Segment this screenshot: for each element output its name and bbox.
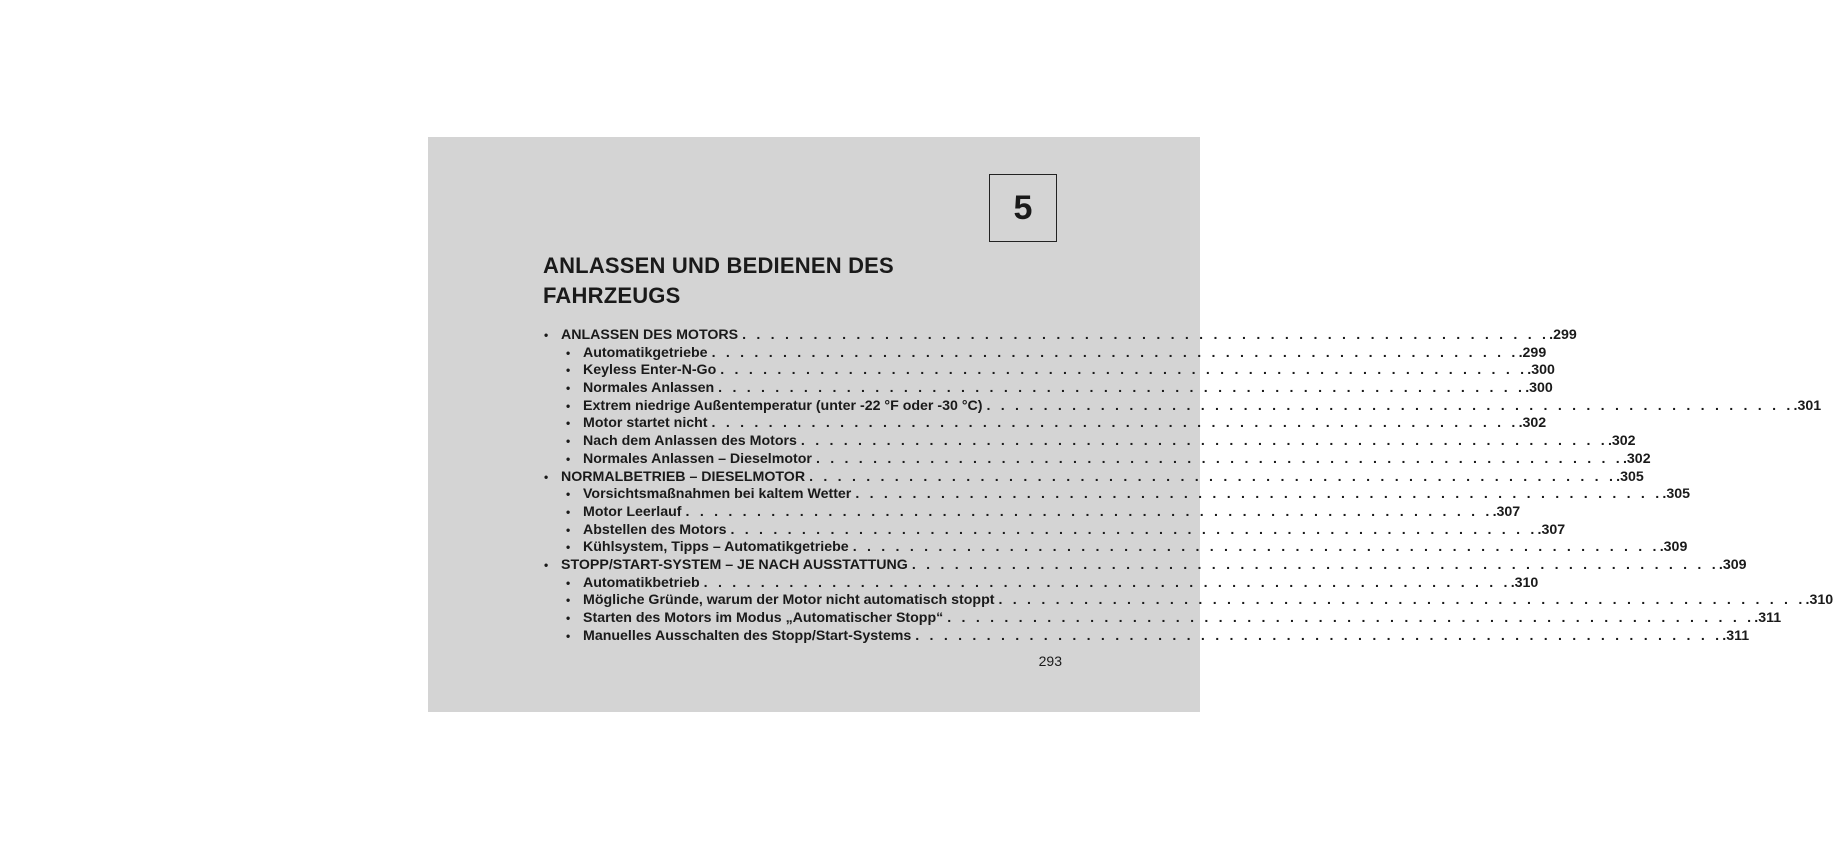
toc-entry-page: .302: [1607, 433, 1636, 450]
dot-leader: . . . . . . . . . . . . . . . . . . . . . . . . . . . . . . . . . . . . . . . . . . . . . . . . . . . . . . . . .: [800, 433, 1608, 450]
toc-entry-label: Keyless Enter-N-Go: [583, 362, 717, 379]
toc-entry: [544, 574, 1539, 593]
dot-leader: . . . . . . . . . . . . . . . . . . . . . . . . . . . . . . . . . . . . . . . . . . . . . . . . . . . . . . . . .: [947, 610, 1755, 626]
toc-entry-page: .311: [1722, 627, 1750, 644]
toc-entry: [544, 415, 1547, 433]
bullet-icon: •: [566, 398, 571, 413]
bullet-icon: •: [544, 557, 549, 572]
toc-entry-label: Automatikbetrieb: [583, 574, 700, 591]
toc-entry: [544, 486, 1690, 504]
toc-entry-page: .301: [1793, 397, 1822, 414]
toc-entry-label: Normales Anlassen – Dieselmotor: [583, 450, 812, 467]
toc-entry-label: ANLASSEN DES MOTORS: [561, 327, 739, 343]
toc-entry: [544, 433, 1636, 451]
bullet-icon: •: [566, 593, 571, 608]
bullet-icon: •: [566, 540, 571, 555]
toc-entry-page: .300: [1527, 362, 1555, 379]
toc-entry-label: Extrem niedrige Außentemperatur (unter -22 °F oder -30 °C): [583, 397, 983, 414]
bullet-icon: •: [566, 434, 571, 449]
toc-entry: [544, 327, 1577, 345]
dot-leader: . . . . . . . . . . . . . . . . . . . . . . . . . . . . . . . . . . . . . . . . . . . . . . . . . . . . . . . . .: [718, 380, 1526, 397]
toc-entry: [544, 450, 1651, 469]
dot-leader: . . . . . . . . . . . . . . . . . . . . . . . . . . . . . . . . . . . . . . . . . . . . . . . . . . . . . . . . .: [998, 592, 1806, 609]
dot-leader: . . . . . . . . . . . . . . . . . . . . . . . . . . . . . . . . . . . . . . . . . . . . . . . . . . . . . . . . .: [815, 450, 1623, 467]
toc-entry: [544, 468, 1644, 487]
toc-entry-page: .307: [1492, 503, 1521, 520]
bullet-icon: •: [566, 451, 571, 466]
toc-entry-page: .309: [1718, 556, 1747, 573]
dot-leader: . . . . . . . . . . . . . . . . . . . . . . . . . . . . . . . . . . . . . . . . . . . . . . . . . . . . . . . . .: [986, 397, 1794, 414]
toc-entry: [544, 556, 1747, 575]
toc-entry-page: .302: [1622, 450, 1651, 467]
toc-entry-label: Vorsichtsmaßnahmen bei kaltem Wetter: [583, 486, 852, 503]
toc-entry-label: NORMALBETRIEB – DIESELMOTOR: [561, 468, 806, 485]
toc-entry-page: .307: [1537, 521, 1566, 538]
dot-leader: . . . . . . . . . . . . . . . . . . . . . . . . . . . . . . . . . . . . . . . . . . . . . . . . . . . . . . . . .: [852, 539, 1660, 556]
toc-entry-label: Starten des Motors im Modus „Automatischer Stopp“: [583, 610, 944, 626]
toc-entry: [544, 539, 1688, 557]
toc-entry-page: .299: [1518, 344, 1547, 361]
toc-entry-label: Manuelles Ausschalten des Stopp/Start-Systems: [583, 627, 912, 644]
bullet-icon: •: [566, 381, 571, 396]
chapter-title: [543, 251, 963, 311]
toc-entry: [544, 362, 1555, 380]
bullet-icon: •: [566, 487, 571, 502]
bullet-icon: •: [566, 575, 571, 590]
dot-leader: . . . . . . . . . . . . . . . . . . . . . . . . . . . . . . . . . . . . . . . . . . . . . . . . . . . . . . . . .: [711, 415, 1519, 432]
toc-entry-label: Normales Anlassen: [583, 380, 715, 397]
toc-entry: [544, 592, 1833, 610]
dot-leader: . . . . . . . . . . . . . . . . . . . . . . . . . . . . . . . . . . . . . . . . . . . . . . . . . . . . . . . . .: [711, 344, 1519, 361]
toc-entry-label: Automatikgetriebe: [583, 344, 708, 361]
chapter-number-box: 5: [989, 174, 1057, 242]
dot-leader: . . . . . . . . . . . . . . . . . . . . . . . . . . . . . . . . . . . . . . . . . . . . . . . . . . . . . . . . .: [855, 486, 1663, 503]
toc-entry-page: .309: [1659, 539, 1688, 556]
toc-entry-label: Motor Leerlauf: [583, 503, 682, 520]
dot-leader: . . . . . . . . . . . . . . . . . . . . . . . . . . . . . . . . . . . . . . . . . . . . . . . . . . . . . . . . .: [742, 327, 1550, 343]
bullet-icon: •: [566, 363, 571, 378]
dot-leader: . . . . . . . . . . . . . . . . . . . . . . . . . . . . . . . . . . . . . . . . . . . . . . . . . . . . . . . . .: [809, 468, 1617, 485]
toc-entry: [544, 380, 1553, 398]
chapter-title-line-1: ANLASSEN UND BEDIENEN DES: [543, 253, 894, 278]
toc-entry: [544, 344, 1547, 363]
bullet-icon: •: [544, 469, 549, 484]
bullet-icon: •: [566, 416, 571, 431]
bullet-icon: •: [566, 504, 571, 519]
page-number: 293: [1038, 653, 1062, 669]
toc-entry: [544, 397, 1822, 416]
toc-entry-label: Abstellen des Motors: [583, 521, 727, 538]
toc-entry-page: .310: [1510, 574, 1539, 591]
dot-leader: . . . . . . . . . . . . . . . . . . . . . . . . . . . . . . . . . . . . . . . . . . . . . . . . . . . . . . . . .: [730, 521, 1538, 538]
toc-entry-label: Mögliche Gründe, warum der Motor nicht automatisch stoppt: [583, 592, 995, 609]
bullet-icon: •: [566, 345, 571, 360]
table-of-contents: [544, 327, 1833, 645]
toc-entry: [544, 610, 1782, 628]
bullet-icon: •: [566, 611, 571, 625]
toc-entry-page: .302: [1518, 415, 1547, 432]
toc-entry-label: STOPP/START-SYSTEM – JE NACH AUSSTATTUNG: [561, 556, 908, 573]
dot-leader: . . . . . . . . . . . . . . . . . . . . . . . . . . . . . . . . . . . . . . . . . . . . . . . . . . . . . . . . .: [915, 627, 1723, 644]
toc-entry-label: Motor startet nicht: [583, 415, 708, 432]
toc-entry: [544, 503, 1521, 522]
toc-entry-label: Nach dem Anlassen des Motors: [583, 433, 797, 450]
bullet-icon: •: [566, 628, 571, 643]
toc-entry-page: .310: [1805, 592, 1833, 609]
toc-entry-page: .305: [1662, 486, 1690, 503]
toc-entry-label: Kühlsystem, Tipps – Automatikgetriebe: [583, 539, 849, 556]
toc-entry-page: .299: [1549, 327, 1577, 343]
chapter-panel: [428, 137, 1833, 712]
chapter-title-line-2: FAHRZEUGS: [543, 283, 681, 308]
toc-entry-page: .311: [1754, 610, 1782, 626]
toc-entry: [544, 521, 1566, 540]
dot-leader: . . . . . . . . . . . . . . . . . . . . . . . . . . . . . . . . . . . . . . . . . . . . . . . . . . . . . . . . .: [720, 362, 1528, 379]
bullet-icon: •: [544, 328, 549, 342]
toc-entry: [544, 627, 1750, 646]
toc-entry-page: .300: [1525, 380, 1553, 397]
bullet-icon: •: [566, 522, 571, 537]
dot-leader: . . . . . . . . . . . . . . . . . . . . . . . . . . . . . . . . . . . . . . . . . . . . . . . . . . . . . . . . .: [703, 574, 1511, 591]
dot-leader: . . . . . . . . . . . . . . . . . . . . . . . . . . . . . . . . . . . . . . . . . . . . . . . . . . . . . . . . .: [685, 503, 1493, 520]
toc-entry-page: .305: [1616, 468, 1644, 485]
dot-leader: . . . . . . . . . . . . . . . . . . . . . . . . . . . . . . . . . . . . . . . . . . . . . . . . . . . . . . . . .: [911, 556, 1719, 573]
